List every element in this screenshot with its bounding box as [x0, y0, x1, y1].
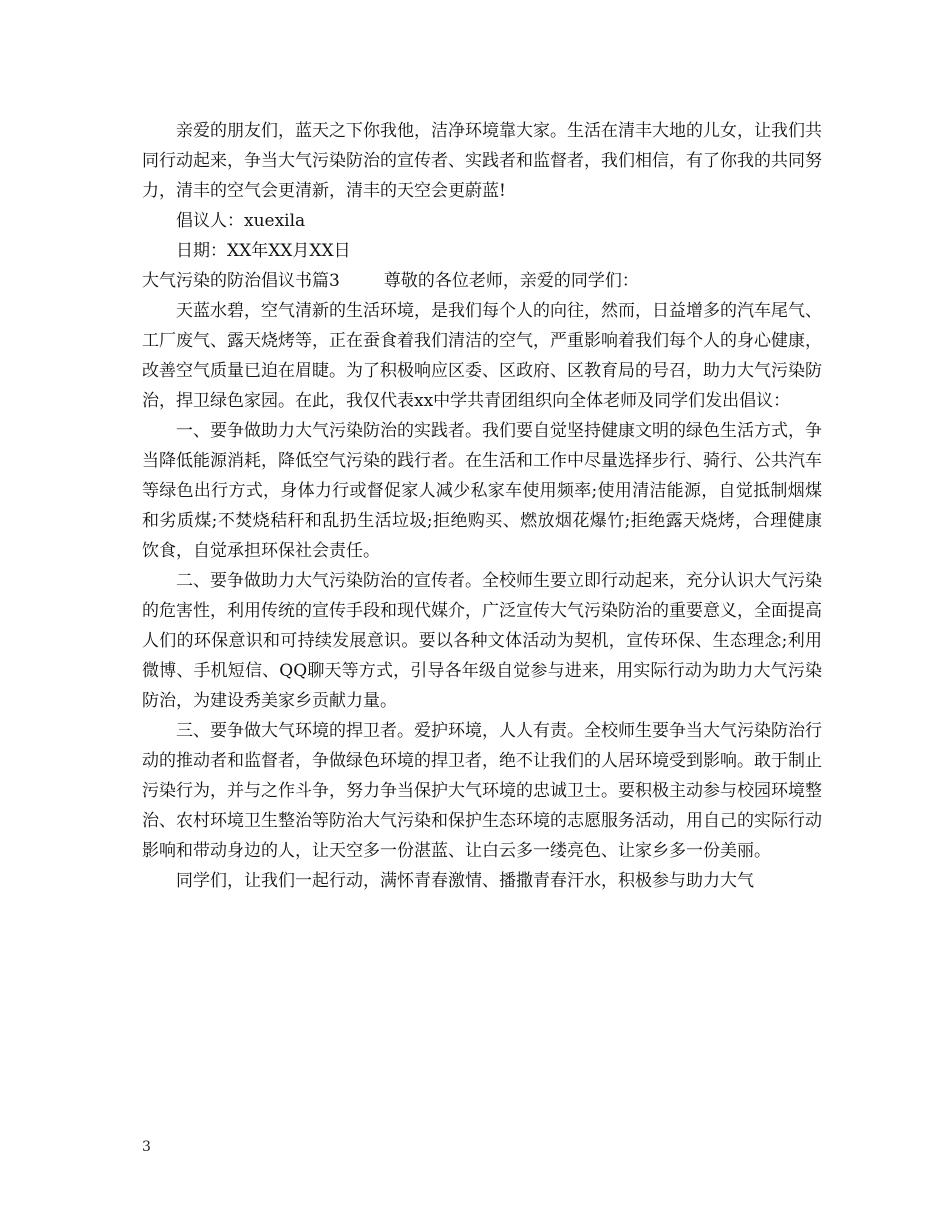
document-body	[142, 116, 822, 896]
section-heading-line	[142, 266, 822, 296]
salutation: 尊敬的各位老师，亲爱的同学们：	[383, 271, 639, 291]
closing-paragraph: 亲爱的朋友们，蓝天之下你我他，洁净环境靠大家。生活在清丰大地的儿女，让我们共同行动起来，争当大气污染防治的宣传者、实践者和监督者，我们相信，有了你我的共同努力，清丰的空气会更清新，清丰的天空会更蔚蓝!	[142, 121, 822, 201]
proposal-one-paragraph: 一、要争做助力大气污染防治的实践者。我们要自觉坚持健康文明的绿色生活方式，争当降低能源消耗，降低空气污染的践行者。在生活和工作中尽量选择步行、骑行、公共汽车等绿色出行方式，身体力行或督促家人减少私家车使用频率;使用清洁能源，自觉抵制烟煤和劣质煤;不焚烧秸秆和乱扔生活垃圾;拒绝购买、燃放烟花爆竹;拒绝露天烧烤，合理健康饮食，自觉承担环保社会责任。	[142, 421, 822, 561]
proposal-two-paragraph: 二、要争做助力大气污染防治的宣传者。全校师生要立即行动起来，充分认识大气污染的危害性，利用传统的宣传手段和现代媒介，广泛宣传大气污染防治的重要意义，全面提高人们的环保意识和可持续发展意识。要以各种文体活动为契机，宣传环保、生态理念;利用微博、手机短信、QQ聊天等方式，引导各年级自觉参与进来，用实际行动为助力大气污染防治，为建设秀美家乡贡献力量。	[142, 571, 822, 711]
date-line: 日期：XX年XX月XX日	[176, 241, 351, 261]
page-number: 3	[142, 1139, 151, 1155]
intro-paragraph: 天蓝水碧，空气清新的生活环境，是我们每个人的向往，然而，日益增多的汽车尾气、工厂废气、露天烧烤等，正在蚕食着我们清洁的空气，严重影响着我们每个人的身心健康，改善空气质量已迫在眉睫。为了积极响应区委、区政府、区教育局的号召，助力大气污染防治，捍卫绿色家园。在此，我仅代表xx中学共青团组织向全体老师及同学们发出倡议：	[142, 301, 822, 411]
final-paragraph: 同学们，让我们一起行动，满怀青春激情、播撒青春汗水，积极参与助力大气	[176, 871, 754, 891]
signer-line: 倡议人：xuexila	[176, 211, 306, 231]
section-heading: 大气污染的防治倡议书篇3	[142, 271, 340, 291]
proposal-three-paragraph: 三、要争做大气环境的捍卫者。爱护环境，人人有责。全校师生要争当大气污染防治行动的推动者和监督者，争做绿色环境的捍卫者，绝不让我们的人居环境受到影响。敢于制止污染行为，并与之作斗争，努力争当保护大气环境的忠诚卫士。要积极主动参与校园环境整治、农村环境卫生整治等防治大气污染和保护生态环境的志愿服务活动，用自己的实际行动影响和带动身边的人，让天空多一份湛蓝、让白云多一缕亮色、让家乡多一份美丽。	[142, 721, 822, 861]
